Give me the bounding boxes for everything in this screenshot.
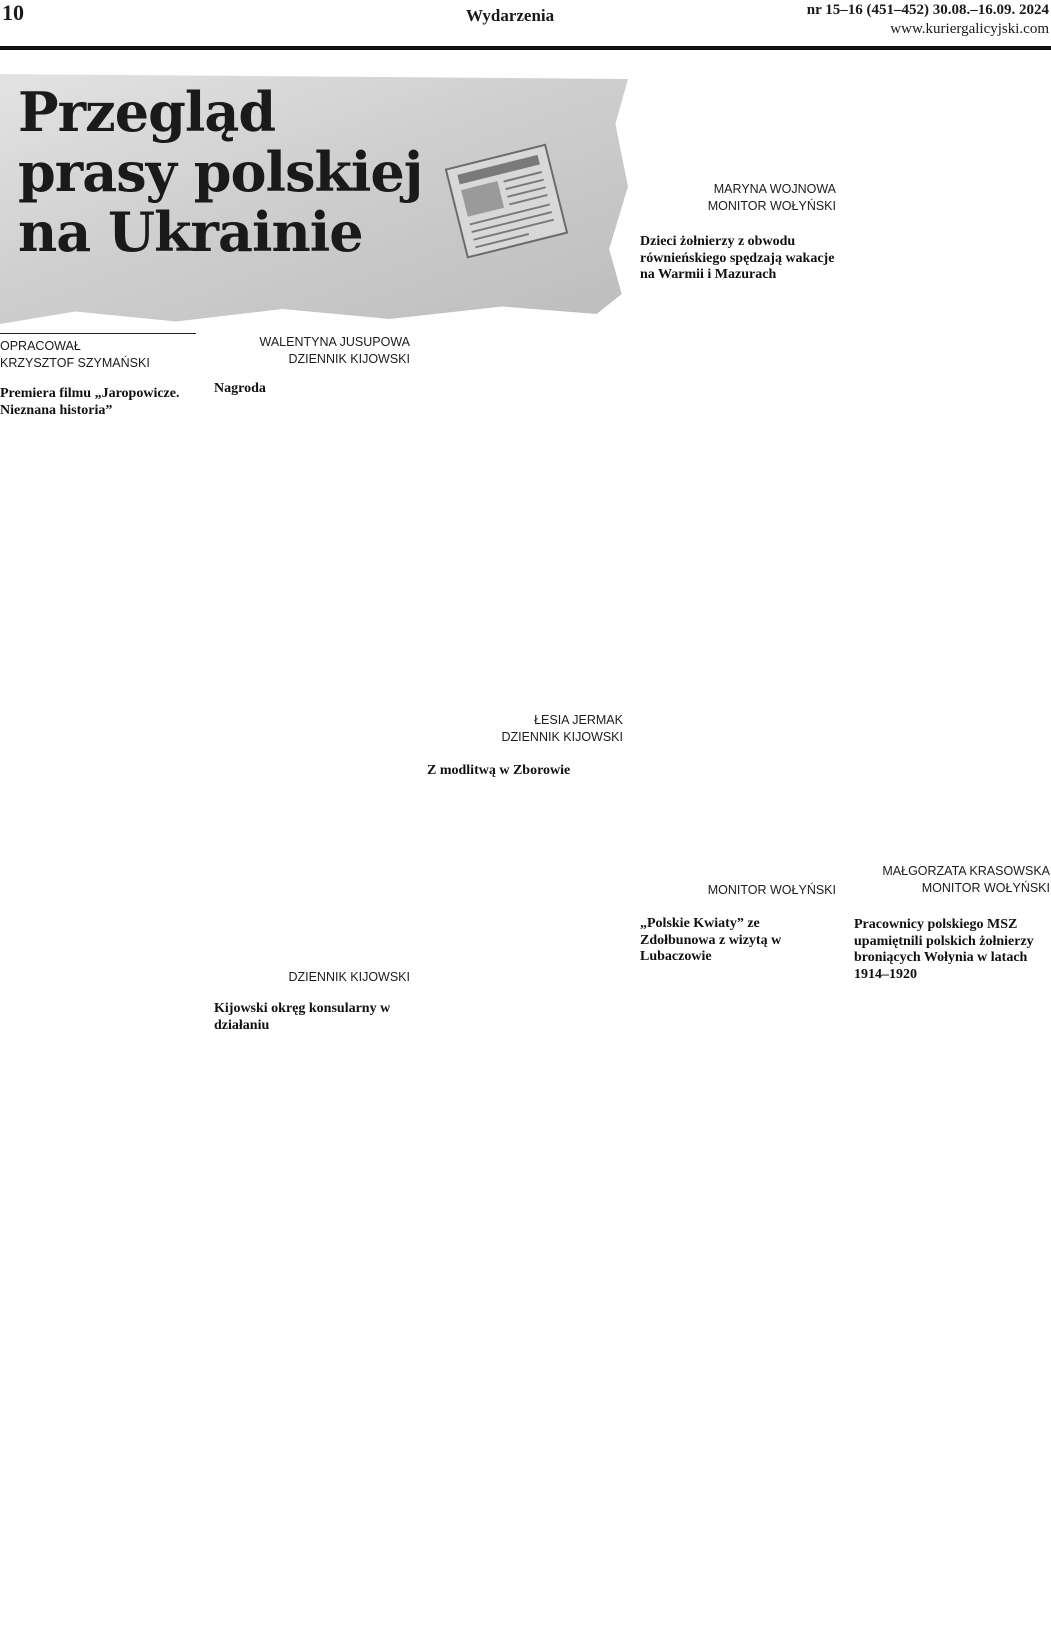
article-title: Z modlitwą w Zborowie: [427, 763, 571, 778]
issue-number: nr 15–16 (451–452) 30.08.–16.09. 2024: [806, 2, 1049, 18]
article-title: Nagroda: [214, 381, 266, 396]
section-name: Wydarzenia: [466, 6, 555, 25]
article-title: „Polskie Kwiaty” ze Zdołbunowa z wizytą w Lubaczowie: [640, 916, 782, 964]
article-signature: DZIENNIK KIJOWSKI: [288, 970, 410, 984]
article-signature: MONITOR WOŁYŃSKI: [707, 883, 836, 897]
column-2: [214, 333, 410, 1033]
website-link[interactable]: www.kuriergalicyjski.com: [890, 21, 1049, 37]
page-header: [0, 0, 1051, 50]
article-signature: WALENTYNA JUSUPOWA DZIENNIK KIJOWSKI: [259, 335, 410, 366]
column-1: [0, 386, 196, 422]
issue-info: [807, 1, 1049, 39]
byline: [0, 333, 196, 372]
article-signature: ŁESIA JERMAK DZIENNIK KIJOWSKI: [501, 713, 623, 744]
article-signature: MAŁGORZATA KRASOWSKA MONITOR WOŁYŃSKI: [882, 864, 1050, 895]
byline-author: KRZYSZTOF SZYMAŃSKI: [0, 356, 150, 370]
article-title: Pracownicy polskiego MSZ upamiętnili polskich żołnierzy broniących Wołynia w latach 1914–1920: [854, 917, 1034, 982]
article-title: Dzieci żołnierzy z obwodu równieńskiego spędzają wakacje na Warmii i Mazurach: [640, 234, 835, 282]
article-title: Premiera filmu „Jaropowicze. Nieznana historia”: [0, 386, 180, 418]
byline-prefix: OPRACOWAŁ: [0, 339, 81, 353]
article-signature: MARYNA WOJNOWA MONITOR WOŁYŃSKI: [707, 182, 836, 213]
page-title: Przegląd prasy polskiej na Ukrainie: [18, 80, 423, 264]
page-number: 10: [2, 0, 24, 25]
article-title: Kijowski okręg konsularny w działaniu: [214, 1001, 391, 1033]
